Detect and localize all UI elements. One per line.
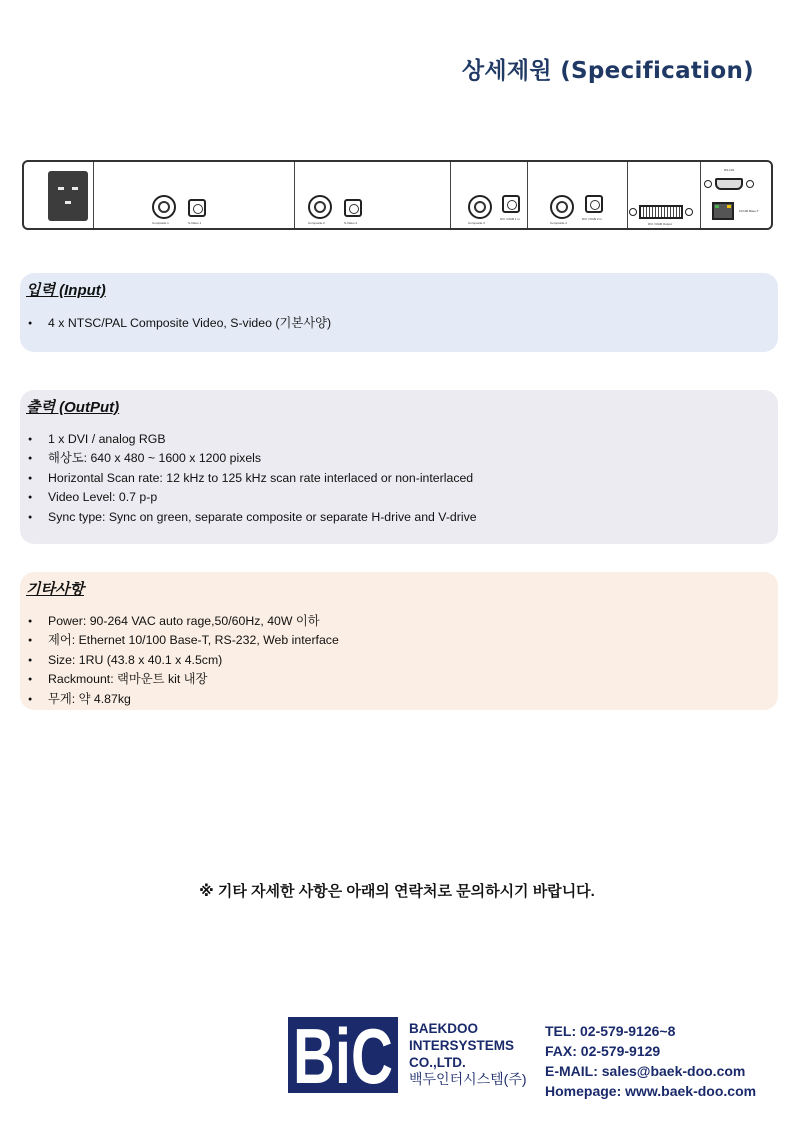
etc-list bbox=[28, 612, 339, 709]
etc-heading: 기타사항 bbox=[26, 581, 84, 598]
homepage[interactable]: Homepage: www.baek-doo.com bbox=[545, 1083, 757, 1099]
dvi-rgb-in-2-label: DVI / RGB 2 in bbox=[582, 217, 602, 221]
dvi-connector-icon bbox=[639, 205, 683, 219]
logo-text: BiC bbox=[293, 1017, 393, 1093]
db9-connector-icon bbox=[715, 178, 743, 190]
output-list bbox=[28, 430, 477, 527]
screw-icon bbox=[704, 180, 712, 188]
dvi-output-label: DVI / RGB Output bbox=[648, 222, 672, 226]
list-item: ● Sync type: Sync on green, separate composite or separate H-drive and V-drive bbox=[28, 508, 477, 527]
company-en-2: INTERSYSTEMS bbox=[409, 1038, 515, 1053]
svideo-connector-icon bbox=[585, 195, 603, 213]
output-section bbox=[20, 390, 778, 544]
list-item: ● Horizontal Scan rate: 12 kHz to 125 kHz scan rate interlaced or non-interlaced bbox=[28, 469, 477, 488]
list-item: ● 4 x NTSC/PAL Composite Video, S-video (기본사양) bbox=[28, 314, 331, 333]
dvi-rgb-in-1-label: DVI / RGB 1 in bbox=[500, 217, 520, 221]
list-item: ● 제어: Ethernet 10/100 Base-T, RS-232, Web interface bbox=[28, 631, 339, 650]
contact-notice: ※ 기타 자세한 사항은 아래의 연락처로 문의하시기 바랍니다. bbox=[199, 883, 595, 900]
screw-icon bbox=[685, 208, 693, 216]
bnc-connector-icon bbox=[468, 195, 492, 219]
page-title: 상세제원 (Specification) bbox=[461, 58, 754, 84]
fax: FAX: 02-579-9129 bbox=[545, 1043, 661, 1059]
svideo-connector-icon bbox=[188, 199, 206, 217]
list-item: ● Power: 90-264 VAC auto rage,50/60Hz, 40W 이하 bbox=[28, 612, 339, 631]
ethernet-port-icon bbox=[712, 202, 734, 220]
bnc-connector-icon bbox=[308, 195, 332, 219]
list-item: ● 해상도: 640 x 480 ~ 1600 x 1200 pixels bbox=[28, 449, 477, 468]
composite-2-label: Composite 2 bbox=[308, 221, 325, 225]
ethernet-label: 10/100 Base-T bbox=[739, 209, 759, 213]
rear-panel-diagram bbox=[22, 160, 773, 230]
composite-1-label: Composite 1 bbox=[152, 221, 169, 225]
svideo-2-label: S-Video 2 bbox=[344, 221, 358, 225]
email[interactable]: E-MAIL: sales@baek-doo.com bbox=[545, 1063, 746, 1079]
list-item: ● Size: 1RU (43.8 x 40.1 x 4.5cm) bbox=[28, 651, 339, 670]
input-heading: 입력 (Input) bbox=[26, 282, 106, 299]
tel: TEL: 02-579-9126~8 bbox=[545, 1023, 676, 1039]
input-list bbox=[28, 314, 331, 333]
composite-4-label: Composite 4 bbox=[550, 221, 567, 225]
list-item: ● Video Level: 0.7 p-p bbox=[28, 488, 477, 507]
screw-icon bbox=[629, 208, 637, 216]
composite-3-label: Composite 3 bbox=[468, 221, 485, 225]
company-ko: 백두인터시스템(주) bbox=[409, 1071, 527, 1087]
output-heading: 출력 (OutPut) bbox=[26, 399, 120, 416]
svideo-connector-icon bbox=[344, 199, 362, 217]
input-section bbox=[20, 273, 778, 352]
company-en-3: CO.,LTD. bbox=[409, 1055, 466, 1070]
company-name bbox=[409, 1020, 527, 1088]
etc-section bbox=[20, 572, 778, 710]
rs232-label: RS-232 bbox=[724, 168, 735, 172]
bnc-connector-icon bbox=[550, 195, 574, 219]
list-item: ● Rackmount: 랙마운트 kit 내장 bbox=[28, 670, 339, 689]
list-item: ● 무게: 약 4.87kg bbox=[28, 690, 339, 709]
list-item: ● 1 x DVI / analog RGB bbox=[28, 430, 477, 449]
company-en-1: BAEKDOO bbox=[409, 1021, 479, 1036]
power-inlet-icon bbox=[48, 171, 88, 221]
screw-icon bbox=[746, 180, 754, 188]
bnc-connector-icon bbox=[152, 195, 176, 219]
bic-logo bbox=[288, 1017, 398, 1093]
svideo-1-label: S-Video 1 bbox=[188, 221, 202, 225]
svideo-connector-icon bbox=[502, 195, 520, 213]
contact-info bbox=[545, 1021, 756, 1101]
